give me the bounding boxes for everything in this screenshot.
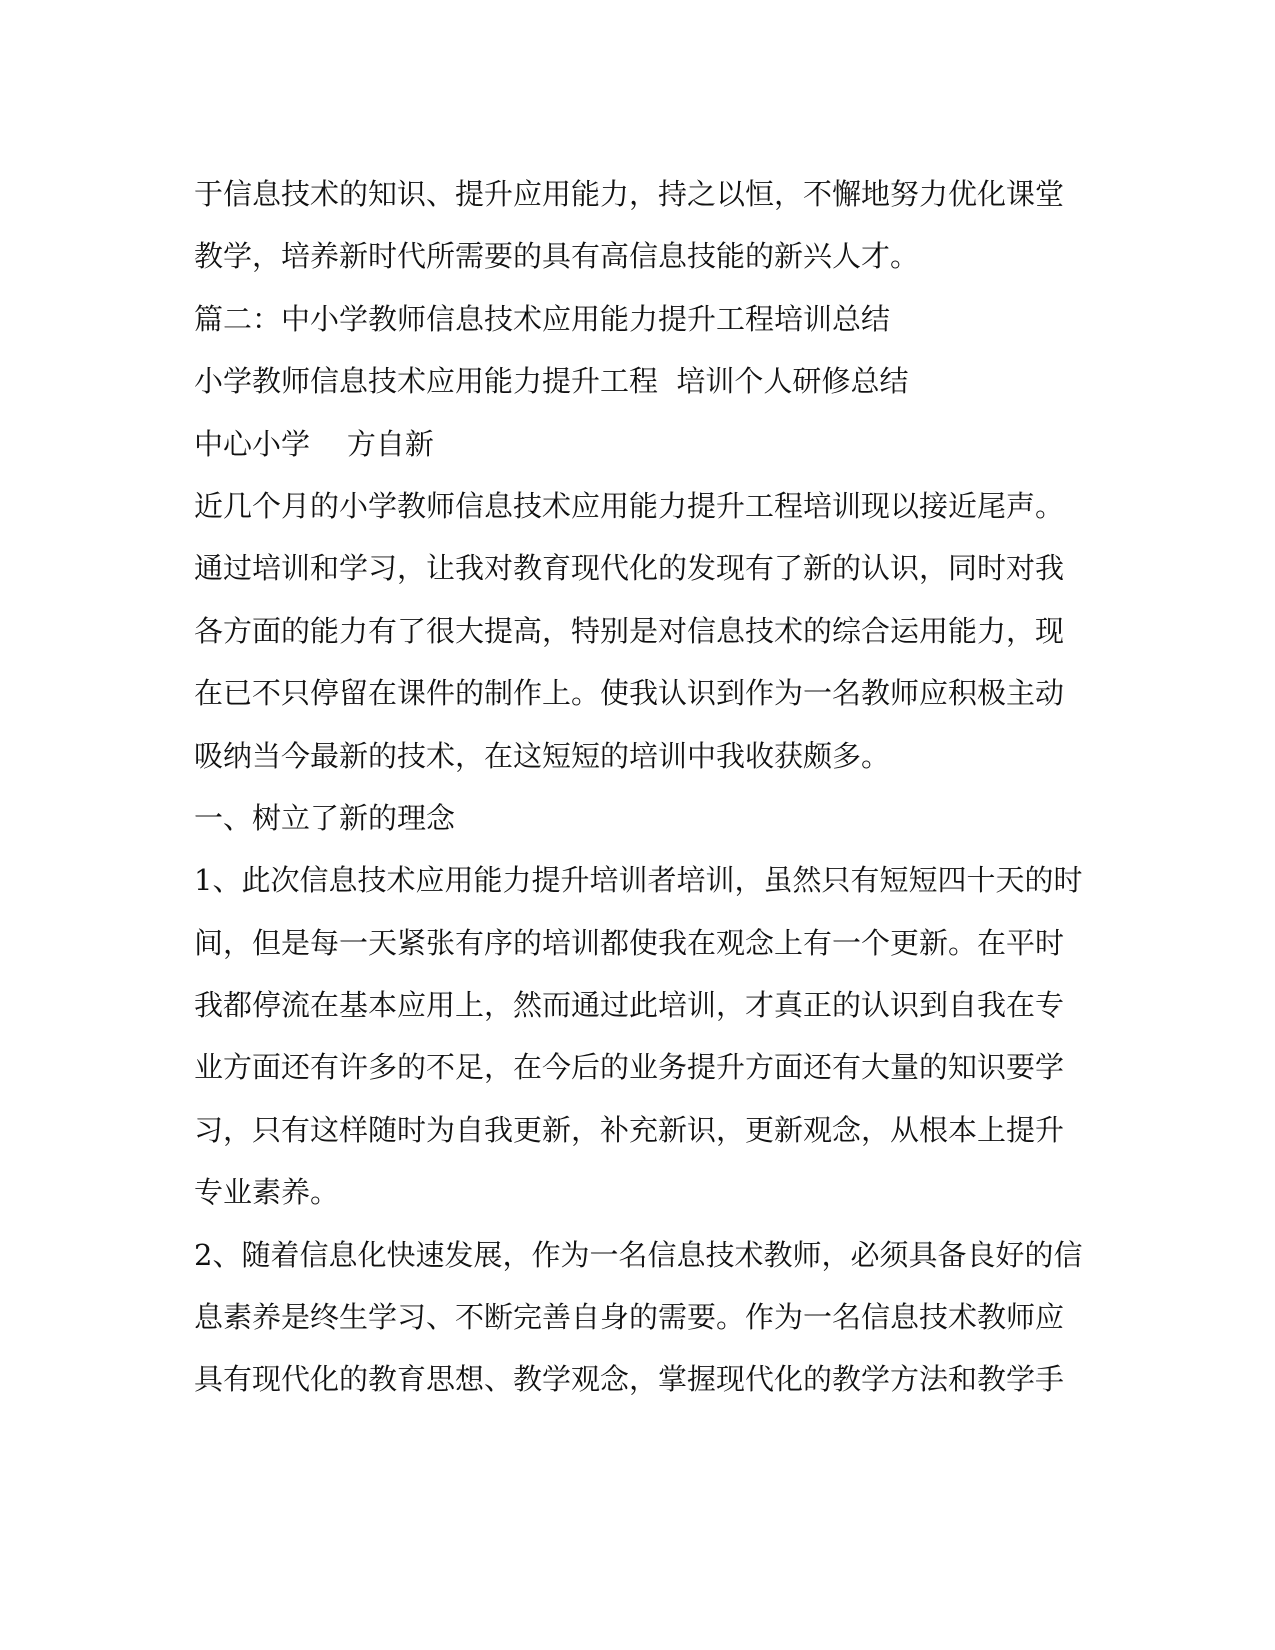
text-line: 我都停流在基本应用上，然而通过此培训，才真正的认识到自我在专: [194, 988, 1065, 1023]
document-title: 小学教师信息技术应用能力提升工程 培训个人研修总结: [194, 364, 909, 399]
text-line: 息素养是终生学习、不断完善自身的需要。作为一名信息技术教师应: [194, 1300, 1065, 1335]
text-line: 通过培训和学习，让我对教育现代化的发现有了新的认识，同时对我: [194, 551, 1065, 586]
text-line: 近几个月的小学教师信息技术应用能力提升工程培训现以接近尾声。: [194, 488, 1065, 523]
text-line: 具有现代化的教育思想、教学观念，掌握现代化的教学方法和教学手: [194, 1362, 1065, 1397]
text-line: 各方面的能力有了很大提高，特别是对信息技术的综合运用能力，现: [194, 613, 1065, 648]
text-line: 专业素养。: [194, 1175, 340, 1210]
section-heading: 篇二：中小学教师信息技术应用能力提升工程培训总结: [194, 301, 891, 336]
text-line: 在已不只停留在课件的制作上。使我认识到作为一名教师应积极主动: [194, 676, 1065, 711]
subsection-heading: 一、树立了新的理念: [194, 800, 456, 835]
text-line: 1、此次信息技术应用能力提升培训者培训，虽然只有短短四十天的时: [194, 863, 1083, 898]
document-body: [194, 163, 1083, 1411]
text-line: 间，但是每一天紧张有序的培训都使我在观念上有一个更新。在平时: [194, 925, 1065, 960]
text-line: 业方面还有许多的不足，在今后的业务提升方面还有大量的知识要学: [194, 1050, 1065, 1085]
text-line: 于信息技术的知识、提升应用能力，持之以恒，不懈地努力优化课堂: [194, 177, 1065, 211]
text-line: 2、随着信息化快速发展，作为一名信息技术教师，必须具备良好的信: [194, 1237, 1083, 1272]
text-line: 吸纳当今最新的技术，在这短短的培训中我收获颇多。: [194, 738, 891, 773]
text-line: 教学，培养新时代所需要的具有高信息技能的新兴人才。: [194, 239, 920, 274]
text-line: 习，只有这样随时为自我更新，补充新识，更新观念，从根本上提升: [194, 1112, 1065, 1147]
author-line: 中心小学 方自新: [194, 426, 434, 461]
